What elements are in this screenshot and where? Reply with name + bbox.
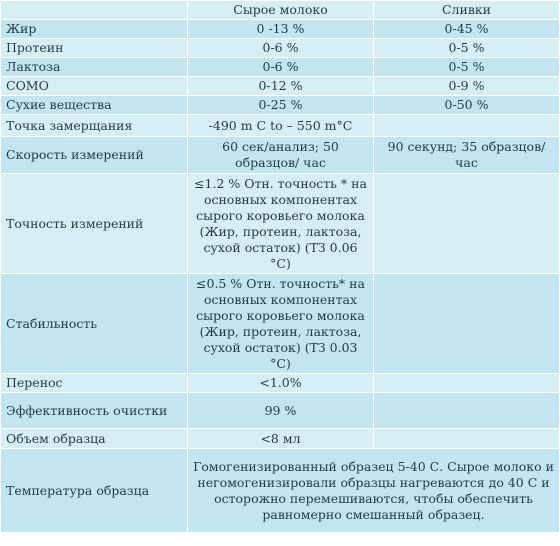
cream-value	[374, 274, 560, 374]
row-label: Объем образца	[1, 429, 188, 449]
row-label: Жир	[1, 20, 188, 39]
cream-value: 0-45 %	[374, 20, 560, 39]
raw-milk-value: 0-25 %	[188, 96, 374, 115]
table-row	[1, 374, 560, 393]
cream-value	[374, 393, 560, 429]
cream-value	[374, 174, 560, 274]
table-row	[1, 77, 560, 96]
table-row	[1, 137, 560, 174]
table-row	[1, 393, 560, 429]
row-label: Сухие вещества	[1, 96, 188, 115]
row-label: Эффективность очистки	[1, 393, 188, 429]
row-label: Протеин	[1, 39, 188, 58]
row-label: Стабильность	[1, 274, 188, 374]
table-row	[1, 115, 560, 137]
header-row	[1, 1, 560, 20]
raw-milk-value: 60 сек/анализ; 50 образцов/ час	[188, 137, 374, 174]
cream-value: 90 секунд; 35 образцов/ час	[374, 137, 560, 174]
cream-value: 0-9 %	[374, 77, 560, 96]
cream-value	[374, 115, 560, 137]
row-label: Лактоза	[1, 58, 188, 77]
row-label: Точность измерений	[1, 174, 188, 274]
cream-value: 0-50 %	[374, 96, 560, 115]
row-label: Точка замерщания	[1, 115, 188, 137]
raw-milk-value: 0-12 %	[188, 77, 374, 96]
row-label: COMO	[1, 77, 188, 96]
table-row	[1, 96, 560, 115]
raw-milk-value: 0-6 %	[188, 58, 374, 77]
raw-milk-value: -490 m C to – 550 m°C	[188, 115, 374, 137]
table-row	[1, 449, 560, 533]
sample-temperature-value: Гомогенизированный образец 5-40 С. Сырое молоко и негомогенизировали образцы нагреваются до 40 С и осторожно перемешиваются, чтобы обеспечить равномерно смешанный образец.	[188, 449, 560, 533]
raw-milk-value: ≤0.5 % Отн. точность* на основных компонентах сырого коровьего молока (Жир, протеин, лактоза, сухой остаток) (ТЗ 0.03 °С)	[188, 274, 374, 374]
table-row	[1, 174, 560, 274]
cream-value: 0-5 %	[374, 39, 560, 58]
cream-value	[374, 374, 560, 393]
header-cell-cream: Сливки	[374, 1, 560, 20]
table-row	[1, 274, 560, 374]
raw-milk-value: 0 -13 %	[188, 20, 374, 39]
table-row	[1, 20, 560, 39]
row-label: Скорость измерений	[1, 137, 188, 174]
row-label: Температура образца	[1, 449, 188, 533]
table-row	[1, 39, 560, 58]
header-cell-parameter	[1, 1, 188, 20]
table-row	[1, 429, 560, 449]
table-row	[1, 58, 560, 77]
row-label: Перенос	[1, 374, 188, 393]
raw-milk-value: <8 мл	[188, 429, 374, 449]
cream-value: 0-5 %	[374, 58, 560, 77]
raw-milk-value: 99 %	[188, 393, 374, 429]
raw-milk-value: ≤1.2 % Отн. точность * на основных компонентах сырого коровьего молока (Жир, протеин, лактоза, сухой остаток) (ТЗ 0.06 °С)	[188, 174, 374, 274]
header-cell-raw-milk: Сырое молоко	[188, 1, 374, 20]
raw-milk-value: 0-6 %	[188, 39, 374, 58]
raw-milk-value: <1.0%	[188, 374, 374, 393]
cream-value	[374, 429, 560, 449]
